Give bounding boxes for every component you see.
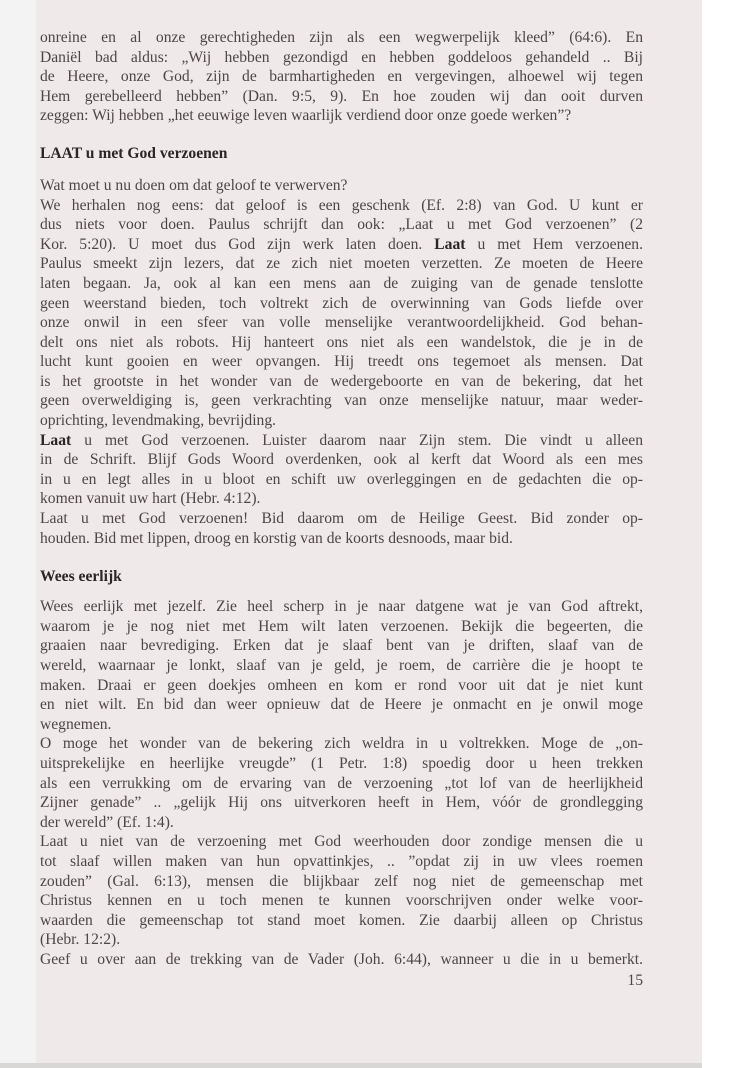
scan-left-margin bbox=[0, 0, 36, 1068]
text-line bbox=[40, 431, 643, 451]
text-line: graaien naar bevrediging. Erken dat je slaaf bent van je driften, slaaf van de bbox=[40, 637, 643, 655]
scan-bottom-edge bbox=[0, 1063, 702, 1068]
section-heading: Wees eerlijk bbox=[40, 568, 122, 586]
paragraph bbox=[40, 28, 643, 126]
paragraph bbox=[40, 832, 643, 950]
paragraph bbox=[40, 176, 643, 196]
text-line: dus niets voor doen. Paulus schrijft dan ook: „Laat u met God verzoenen” (2 bbox=[40, 216, 643, 234]
line-text: u met God verzoenen. Luister daarom naar Zijn stem. Die vindt u alleen bbox=[71, 431, 643, 449]
text-line: waarom je je nog niet met Hem wilt laten verzoenen. Bekijk die begeerten, die bbox=[40, 617, 643, 635]
text-line: onreine en al onze gerechtigheden zijn als een wegwerpelijk kleed” (64:6). En bbox=[40, 29, 643, 46]
text-line: Daniël bad aldus: „Wij hebben gezondigd en hebben goddeloos gehandeld .. Bij bbox=[40, 48, 643, 66]
text-line: laten begaan. Ja, ook al kan een mens aan de zuiging van de genade tenslotte bbox=[40, 274, 643, 292]
text-line: Laat u met God verzoenen! Bid daarom om de Heilige Geest. Bid zonder op- bbox=[40, 510, 643, 528]
page-text bbox=[40, 28, 643, 990]
text-line: Christus kennen en u toch menen te kunnen voorschrijven onder welke voor- bbox=[40, 892, 643, 910]
text-line: wegnemen. bbox=[40, 715, 112, 733]
emphasis-text: Laat bbox=[434, 235, 466, 253]
text-line: zouden” (Gal. 6:13), mensen die blijkbaar zelf nog niet de gemeenschap met bbox=[40, 872, 643, 890]
text-line bbox=[40, 235, 643, 255]
paragraph bbox=[40, 196, 643, 431]
paragraph bbox=[40, 431, 643, 509]
text-line: tot slaaf willen maken van hun opvattinkjes, .. ”opdat zij in uw vlees roemen bbox=[40, 852, 643, 870]
text-line: Hem gerebelleerd hebben” (Dan. 9:5, 9). En hoe zouden wij dan ooit durven bbox=[40, 87, 643, 105]
text-line: oprichting, levendmaking, bevrijding. bbox=[40, 412, 277, 430]
paragraph bbox=[40, 597, 643, 734]
paragraph bbox=[40, 950, 643, 970]
text-line: de Heere, onze God, zijn de barmhartigheden en vergevingen, alhoewel wij tegen bbox=[40, 68, 643, 86]
text-line: en niet wilt. En bid dan weer opnieuw dat de Heere je onmacht en je onwil moge bbox=[40, 696, 643, 714]
text-line: houden. Bid met lippen, droog en korstig van de koorts desnoods, maar bid. bbox=[40, 529, 513, 547]
text-line: delt ons niet als robots. Hij hanteert ons niet als een wandelstok, die je in de bbox=[40, 333, 643, 351]
paragraph bbox=[40, 734, 643, 832]
line-text: Kor. 5:20). U moet dus God zijn werk laten doen. bbox=[40, 235, 435, 253]
text-line: We herhalen nog eens: dat geloof is een geschenk (Ef. 2:8) van God. U kunt er bbox=[40, 196, 643, 214]
text-line: in u en legt alles in u bloot en schift uw overleggingen en de gedachten die op- bbox=[40, 470, 643, 488]
text-line: der wereld” (Ef. 1:4). bbox=[40, 813, 174, 831]
text-line: Paulus smeekt zijn lezers, dat ze zich niet moeten verzetten. Ze moeten de Heere bbox=[40, 255, 643, 273]
emphasis-text: Laat bbox=[40, 431, 72, 449]
page-number: 15 bbox=[627, 971, 643, 989]
text-line: zeggen: Wij hebben „het eeuwige leven waarlijk verdiend door onze goede werken”? bbox=[40, 107, 572, 125]
text-line: (Hebr. 12:2). bbox=[40, 931, 121, 949]
text-line: Wees eerlijk met jezelf. Zie heel scherp in je naar datgene wat je van God aftrekt, bbox=[40, 598, 643, 616]
text-line: onze onwil in een sfeer van volle menselijke verantwoordelijkheid. God behan- bbox=[40, 314, 643, 332]
text-line: Wat moet u nu doen om dat geloof te verwerven? bbox=[40, 176, 348, 194]
text-line: wereld, waarnaar je lonkt, slaaf van je geld, je roem, de carrière die je hoopt te bbox=[40, 657, 643, 674]
text-line: O moge het wonder van de bekering zich weldra in u voltrekken. Moge de „on- bbox=[40, 735, 643, 753]
text-line: in de Schrift. Blijf Gods Woord overdenken, ook al kerft dat Woord als een mes bbox=[40, 451, 643, 469]
text-line: Zijner genade” .. „gelijk Hij ons uitverkoren heeft in Hem, vóór de grondlegging bbox=[40, 794, 643, 812]
text-line: lucht kunt gooien en weer opvangen. Hij treedt ons tegemoet als mensen. Dat bbox=[40, 353, 643, 371]
text-line: Laat u niet van de verzoening met God weerhouden door zondige mensen die u bbox=[40, 833, 643, 851]
text-line: geen weerstand bieden, toch voltrekt zich de overwinning van Gods liefde over bbox=[40, 294, 643, 312]
text-line: geen overweldiging is, geen verkrachting van onze menselijke natuur, maar weder- bbox=[40, 392, 643, 410]
text-line: komen vanuit uw hart (Hebr. 4:12). bbox=[40, 490, 261, 508]
text-line: uitsprekelijke en heerlijke vreugde” (1 Petr. 1:8) spoedig door u heen trekken bbox=[40, 754, 643, 772]
line-text: u met Hem verzoenen. bbox=[465, 235, 643, 253]
section-heading: LAAT u met God verzoenen bbox=[40, 144, 228, 162]
paragraph bbox=[40, 509, 643, 548]
text-line: maken. Draai er geen doekjes omheen en kom er rond voor uit dat je niet kunt bbox=[40, 676, 643, 694]
text-line: Geef u over aan de trekking van de Vader (Joh. 6:44), wanneer u die in u bemerkt. bbox=[40, 950, 643, 968]
text-line: waarden die gemeenschap tot stand moet komen. Zie daarbij alleen op Christus bbox=[40, 911, 643, 929]
text-line: is het grootste in het wonder van de wedergeboorte en van de bekering, dat het bbox=[40, 372, 643, 390]
text-line: als een verrukking om de ervaring van de verzoening „tot lof van de heerlijkheid bbox=[40, 774, 643, 792]
